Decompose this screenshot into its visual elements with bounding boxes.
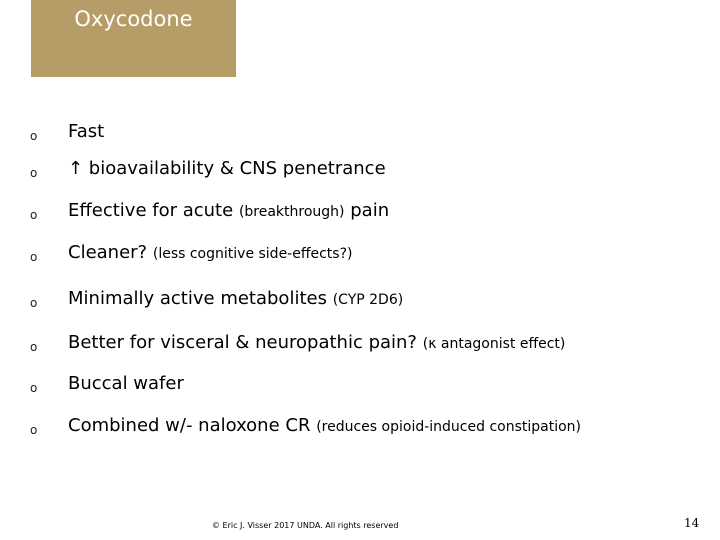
bullet-marker: o xyxy=(30,381,38,395)
bullet-note: (less cognitive side-effects?) xyxy=(152,246,353,262)
page-number: 14 xyxy=(684,516,700,530)
bullet-note: (breakthrough) xyxy=(238,204,345,220)
bullet-marker: o xyxy=(30,340,38,354)
bullet-note: (CYP 2D6) xyxy=(332,292,404,308)
slide-title: Oxycodone xyxy=(74,7,193,31)
bullet-text xyxy=(68,241,352,266)
bullet-marker: o xyxy=(30,208,38,222)
bullet-main-text: Effective for acute xyxy=(68,200,234,221)
bullet-text xyxy=(68,287,403,312)
bullet-main-text: Better for visceral & neuropathic pain? xyxy=(68,332,417,353)
title-box xyxy=(31,0,236,77)
bullet-text xyxy=(68,199,389,224)
bullet-note: (κ antagonist effect) xyxy=(422,336,566,352)
bullet-marker: o xyxy=(30,129,38,143)
bullet-text xyxy=(68,414,581,439)
bullet-main-text: ↑ bioavailability & CNS penetrance xyxy=(68,158,386,179)
bullet-main-text: Cleaner? xyxy=(68,242,148,263)
bullet-note: (reduces opioid-induced constipation) xyxy=(316,419,581,435)
bullet-marker: o xyxy=(30,423,38,437)
bullet-tail-text: pain xyxy=(350,200,390,221)
bullet-text xyxy=(68,157,386,181)
bullet-text xyxy=(68,120,104,144)
bullet-text xyxy=(68,331,565,356)
bullet-marker: o xyxy=(30,166,38,180)
bullet-marker: o xyxy=(30,296,38,310)
copyright-footer: © Eric J. Visser 2017 UNDA. All rights reserved xyxy=(212,521,399,530)
bullet-main-text: Buccal wafer xyxy=(68,373,184,394)
bullet-main-text: Fast xyxy=(68,121,105,142)
bullet-text xyxy=(68,372,184,396)
bullet-main-text: Combined w/- naloxone CR xyxy=(68,415,311,436)
bullet-marker: o xyxy=(30,250,38,264)
bullet-main-text: Minimally active metabolites xyxy=(68,288,327,309)
